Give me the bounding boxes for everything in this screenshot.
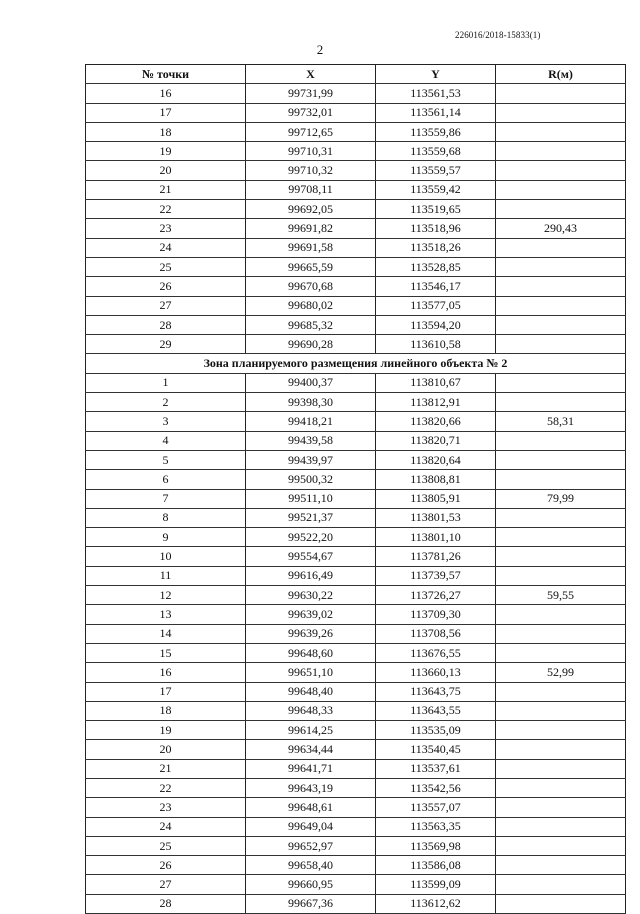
table-row (86, 450, 626, 469)
cell-point-number: 22 (86, 778, 246, 797)
cell-x: 99691,82 (246, 219, 376, 238)
cell-point-number: 16 (86, 663, 246, 682)
cell-x: 99680,02 (246, 296, 376, 315)
cell-y: 113820,71 (376, 431, 496, 450)
cell-radius (496, 643, 626, 662)
cell-y: 113643,55 (376, 701, 496, 720)
cell-point-number: 23 (86, 798, 246, 817)
page-number: 2 (316, 42, 324, 57)
cell-point-number: 3 (86, 412, 246, 431)
cell-x: 99643,19 (246, 778, 376, 797)
cell-radius (496, 277, 626, 296)
table-row (86, 624, 626, 643)
cell-x: 99692,05 (246, 200, 376, 219)
cell-point-number: 21 (86, 180, 246, 199)
cell-y: 113563,35 (376, 817, 496, 836)
cell-y: 113808,81 (376, 470, 496, 489)
cell-radius: 52,99 (496, 663, 626, 682)
cell-radius (496, 875, 626, 894)
cell-radius: 58,31 (496, 412, 626, 431)
cell-x: 99651,10 (246, 663, 376, 682)
cell-point-number: 23 (86, 219, 246, 238)
cell-x: 99652,97 (246, 836, 376, 855)
cell-y: 113612,62 (376, 894, 496, 913)
cell-x: 99648,40 (246, 682, 376, 701)
table-row (86, 122, 626, 141)
table-row (86, 277, 626, 296)
cell-point-number: 24 (86, 238, 246, 257)
cell-y: 113537,61 (376, 759, 496, 778)
header-radius: R(м) (496, 65, 626, 84)
cell-point-number: 18 (86, 122, 246, 141)
cell-point-number: 21 (86, 759, 246, 778)
cell-y: 113586,08 (376, 856, 496, 875)
cell-point-number: 25 (86, 836, 246, 855)
cell-radius (496, 103, 626, 122)
table-row (86, 547, 626, 566)
cell-radius (496, 431, 626, 450)
table-row (86, 103, 626, 122)
table-row (86, 200, 626, 219)
cell-radius (496, 778, 626, 797)
cell-radius (496, 373, 626, 392)
header-y: Y (376, 65, 496, 84)
cell-y: 113535,09 (376, 721, 496, 740)
cell-radius (496, 759, 626, 778)
table-row (86, 373, 626, 392)
table-row (86, 431, 626, 450)
cell-radius (496, 740, 626, 759)
cell-y: 113726,27 (376, 586, 496, 605)
table-row (86, 586, 626, 605)
table-row (86, 759, 626, 778)
cell-point-number: 9 (86, 528, 246, 547)
cell-radius (496, 84, 626, 103)
cell-point-number: 19 (86, 142, 246, 161)
cell-x: 99648,33 (246, 701, 376, 720)
table-row (86, 643, 626, 662)
table-row (86, 836, 626, 855)
table-row (86, 875, 626, 894)
table-row (86, 470, 626, 489)
cell-point-number: 1 (86, 373, 246, 392)
cell-point-number: 26 (86, 277, 246, 296)
table-row (86, 142, 626, 161)
cell-x: 99649,04 (246, 817, 376, 836)
table-row (86, 412, 626, 431)
coordinates-table (85, 64, 626, 914)
cell-x: 99710,32 (246, 161, 376, 180)
table-row (86, 721, 626, 740)
cell-point-number: 14 (86, 624, 246, 643)
cell-y: 113557,07 (376, 798, 496, 817)
cell-x: 99522,20 (246, 528, 376, 547)
cell-point-number: 8 (86, 508, 246, 527)
cell-y: 113599,09 (376, 875, 496, 894)
table-header-row (86, 65, 626, 84)
cell-y: 113561,14 (376, 103, 496, 122)
cell-radius (496, 393, 626, 412)
cell-radius: 59,55 (496, 586, 626, 605)
cell-radius (496, 798, 626, 817)
table-row (86, 180, 626, 199)
cell-x: 99616,49 (246, 566, 376, 585)
table-row (86, 528, 626, 547)
cell-radius (496, 547, 626, 566)
cell-y: 113542,56 (376, 778, 496, 797)
cell-x: 99667,36 (246, 894, 376, 913)
cell-y: 113518,96 (376, 219, 496, 238)
cell-point-number: 24 (86, 817, 246, 836)
cell-radius (496, 296, 626, 315)
table-row (86, 161, 626, 180)
cell-radius (496, 894, 626, 913)
cell-point-number: 6 (86, 470, 246, 489)
cell-y: 113801,10 (376, 528, 496, 547)
cell-x: 99639,02 (246, 605, 376, 624)
table-row (86, 894, 626, 913)
cell-point-number: 25 (86, 257, 246, 276)
cell-y: 113820,66 (376, 412, 496, 431)
cell-x: 99614,25 (246, 721, 376, 740)
cell-y: 113610,58 (376, 335, 496, 354)
cell-y: 113643,75 (376, 682, 496, 701)
cell-point-number: 29 (86, 335, 246, 354)
cell-radius (496, 701, 626, 720)
cell-x: 99641,71 (246, 759, 376, 778)
cell-x: 99554,67 (246, 547, 376, 566)
cell-point-number: 20 (86, 740, 246, 759)
cell-x: 99418,21 (246, 412, 376, 431)
cell-y: 113559,57 (376, 161, 496, 180)
table-row (86, 701, 626, 720)
cell-point-number: 15 (86, 643, 246, 662)
cell-point-number: 17 (86, 103, 246, 122)
cell-y: 113805,91 (376, 489, 496, 508)
table-row (86, 798, 626, 817)
cell-y: 113559,86 (376, 122, 496, 141)
table-body (86, 84, 626, 914)
cell-point-number: 13 (86, 605, 246, 624)
cell-point-number: 27 (86, 875, 246, 894)
cell-x: 99630,22 (246, 586, 376, 605)
zone-heading-row (86, 354, 626, 373)
cell-x: 99670,68 (246, 277, 376, 296)
cell-radius (496, 315, 626, 334)
cell-point-number: 7 (86, 489, 246, 508)
table-row (86, 740, 626, 759)
cell-y: 113820,64 (376, 450, 496, 469)
cell-y: 113518,26 (376, 238, 496, 257)
cell-point-number: 2 (86, 393, 246, 412)
cell-x: 99708,11 (246, 180, 376, 199)
cell-y: 113561,53 (376, 84, 496, 103)
cell-radius (496, 257, 626, 276)
cell-y: 113577,05 (376, 296, 496, 315)
cell-radius (496, 180, 626, 199)
cell-radius (496, 238, 626, 257)
table-row (86, 238, 626, 257)
cell-x: 99732,01 (246, 103, 376, 122)
cell-y: 113569,98 (376, 836, 496, 855)
cell-x: 99690,28 (246, 335, 376, 354)
cell-x: 99731,99 (246, 84, 376, 103)
cell-radius (496, 528, 626, 547)
cell-radius (496, 682, 626, 701)
cell-y: 113801,53 (376, 508, 496, 527)
cell-radius (496, 161, 626, 180)
cell-x: 99398,30 (246, 393, 376, 412)
cell-radius: 79,99 (496, 489, 626, 508)
cell-radius: 290,43 (496, 219, 626, 238)
cell-radius (496, 470, 626, 489)
cell-x: 99634,44 (246, 740, 376, 759)
cell-x: 99710,31 (246, 142, 376, 161)
cell-point-number: 18 (86, 701, 246, 720)
cell-y: 113559,42 (376, 180, 496, 199)
cell-y: 113708,56 (376, 624, 496, 643)
cell-radius (496, 142, 626, 161)
cell-radius (496, 624, 626, 643)
cell-y: 113676,55 (376, 643, 496, 662)
table-row (86, 663, 626, 682)
table-row (86, 315, 626, 334)
header-point-number: № точки (86, 65, 246, 84)
cell-radius (496, 605, 626, 624)
cell-y: 113739,57 (376, 566, 496, 585)
cell-radius (496, 122, 626, 141)
cell-x: 99521,37 (246, 508, 376, 527)
cell-point-number: 10 (86, 547, 246, 566)
table-row (86, 605, 626, 624)
table-row (86, 219, 626, 238)
header-x: X (246, 65, 376, 84)
cell-x: 99439,58 (246, 431, 376, 450)
cell-x: 99500,32 (246, 470, 376, 489)
cell-x: 99639,26 (246, 624, 376, 643)
cell-point-number: 12 (86, 586, 246, 605)
cell-point-number: 28 (86, 894, 246, 913)
cell-x: 99648,61 (246, 798, 376, 817)
cell-radius (496, 856, 626, 875)
cell-y: 113546,17 (376, 277, 496, 296)
cell-x: 99400,37 (246, 373, 376, 392)
table-row (86, 84, 626, 103)
cell-y: 113559,68 (376, 142, 496, 161)
cell-point-number: 16 (86, 84, 246, 103)
cell-radius (496, 335, 626, 354)
cell-point-number: 20 (86, 161, 246, 180)
cell-radius (496, 200, 626, 219)
cell-x: 99648,60 (246, 643, 376, 662)
cell-radius (496, 836, 626, 855)
cell-y: 113660,13 (376, 663, 496, 682)
cell-x: 99712,65 (246, 122, 376, 141)
cell-point-number: 27 (86, 296, 246, 315)
cell-y: 113810,67 (376, 373, 496, 392)
cell-y: 113812,91 (376, 393, 496, 412)
cell-x: 99691,58 (246, 238, 376, 257)
cell-radius (496, 566, 626, 585)
cell-x: 99658,40 (246, 856, 376, 875)
cell-radius (496, 508, 626, 527)
cell-point-number: 19 (86, 721, 246, 740)
cell-y: 113781,26 (376, 547, 496, 566)
table-row (86, 856, 626, 875)
table-row (86, 778, 626, 797)
zone-title: Зона планируемого размещения линейного объекта № 2 (86, 354, 626, 373)
table-row (86, 296, 626, 315)
cell-x: 99665,59 (246, 257, 376, 276)
cell-y: 113519,65 (376, 200, 496, 219)
cell-radius (496, 721, 626, 740)
cell-point-number: 22 (86, 200, 246, 219)
cell-point-number: 26 (86, 856, 246, 875)
table-row (86, 335, 626, 354)
table-row (86, 489, 626, 508)
cell-y: 113528,85 (376, 257, 496, 276)
table-row (86, 566, 626, 585)
cell-x: 99511,10 (246, 489, 376, 508)
table-row (86, 817, 626, 836)
cell-radius (496, 817, 626, 836)
cell-radius (496, 450, 626, 469)
cell-y: 113709,30 (376, 605, 496, 624)
table-row (86, 508, 626, 527)
cell-point-number: 17 (86, 682, 246, 701)
cell-x: 99660,95 (246, 875, 376, 894)
cell-point-number: 28 (86, 315, 246, 334)
table-row (86, 393, 626, 412)
table-row (86, 257, 626, 276)
cell-y: 113540,45 (376, 740, 496, 759)
cell-point-number: 5 (86, 450, 246, 469)
table-row (86, 682, 626, 701)
cell-x: 99439,97 (246, 450, 376, 469)
document-id: 226016/2018-15833(1) (455, 30, 541, 40)
cell-x: 99685,32 (246, 315, 376, 334)
cell-point-number: 11 (86, 566, 246, 585)
cell-point-number: 4 (86, 431, 246, 450)
cell-y: 113594,20 (376, 315, 496, 334)
